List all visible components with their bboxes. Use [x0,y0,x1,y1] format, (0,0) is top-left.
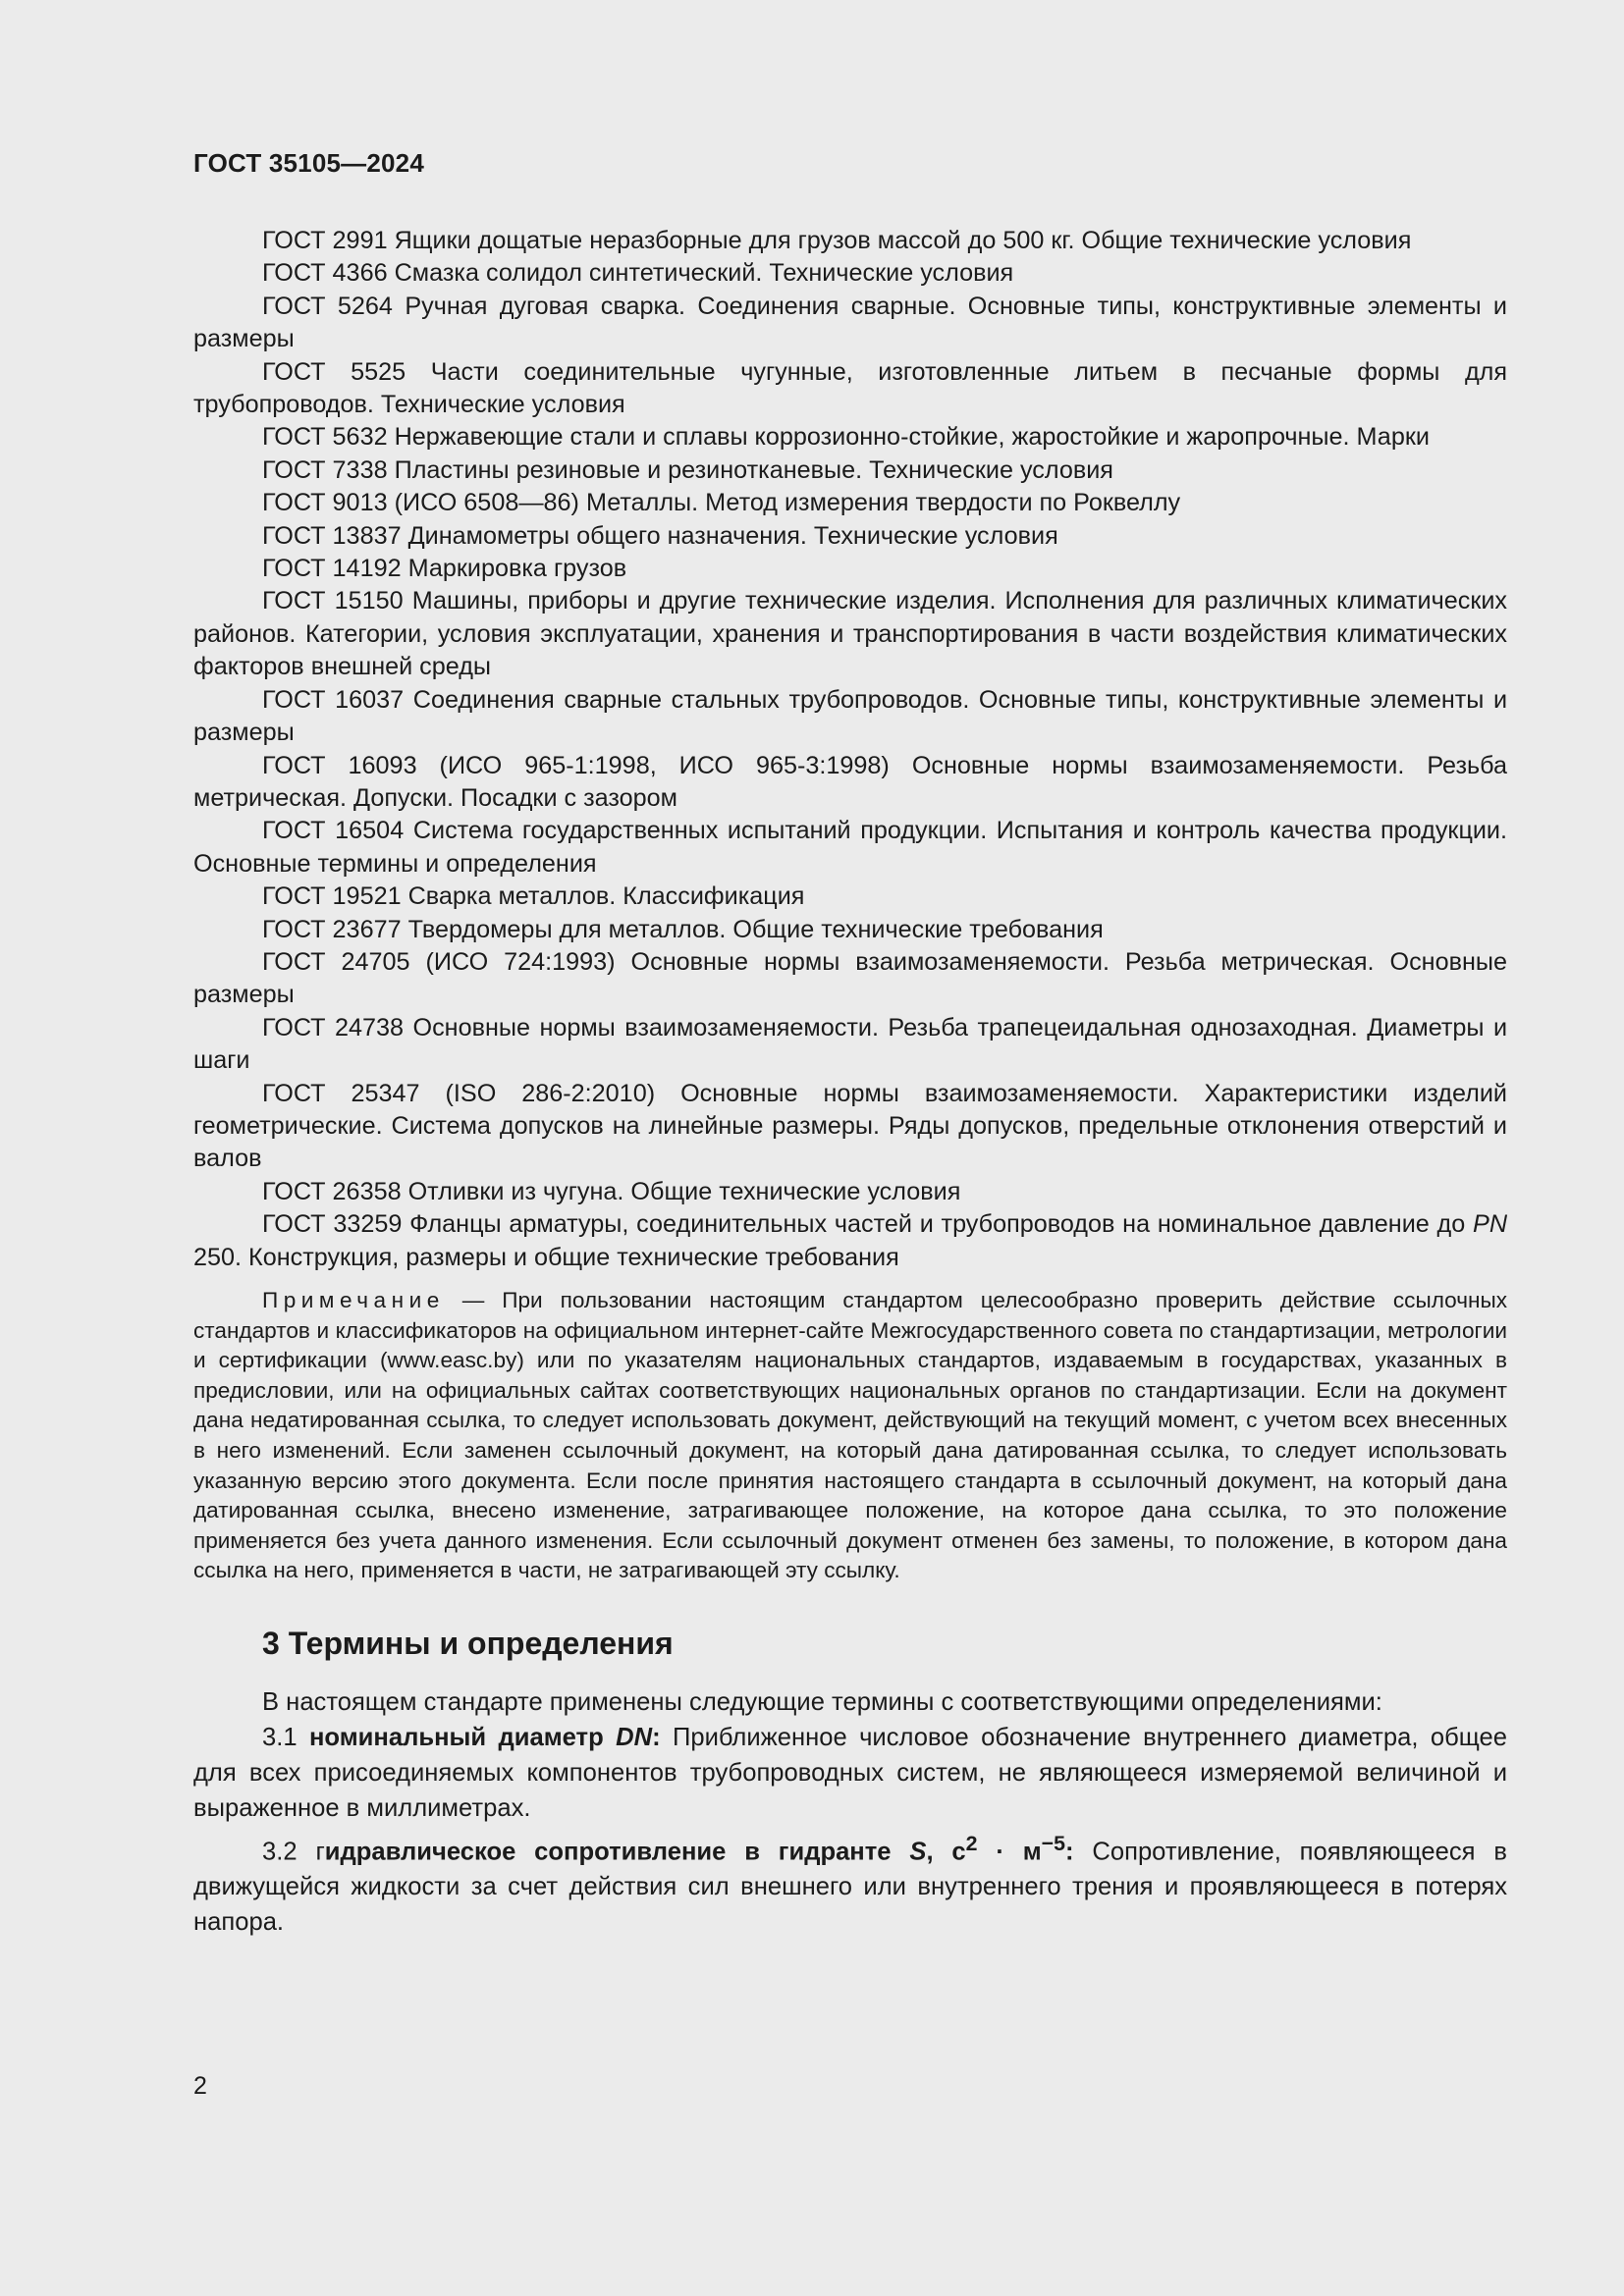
reference-title: Машины, приборы и другие технические изделия. Исполнения для различных климатических районов. Категории, условия эксплуатации, хранения и транспортирования в части воздействия климатических факторов внешней среды [193,587,1508,681]
reference-title: Смазка солидол синтетический. Технические условия [394,259,1014,288]
reference-item [193,1176,1507,1208]
reference-code: ГОСТ 16504 [262,817,405,845]
term-definition-text: Сопротивление, появляющееся в движущейся жидкости за счет действия сил внешнего или внутреннего трения и проявляющееся в потерях напора. [193,1838,1507,1937]
reference-item [193,421,1507,454]
reference-code: ГОСТ 4366 [262,259,388,288]
reference-title: Маркировка грузов [407,555,627,583]
reference-code: ГОСТ 7338 [262,455,388,484]
term-unit-c: с [951,1838,966,1866]
term-unit-m: · м [977,1838,1042,1866]
reference-item [193,585,1507,683]
reference-code: ГОСТ 5525 [262,357,406,386]
term-name: номинальный диаметр [308,1723,604,1751]
reference-title: Пластины резиновые и резинотканевые. Технические условия [394,455,1113,484]
reference-code: ГОСТ 14192 [262,555,402,583]
reference-code: ГОСТ 19521 [262,882,402,911]
terms-intro: В настоящем стандарте применены следующие термины с соответствующими определениями: [262,1687,1382,1716]
note-text: — При пользовании настоящим стандартом целесообразно проверить действие ссылочных стандартов и классификаторов на официальном интернет-сайте Межгосударственного совета по стандартизации, метрологии и сертификации (www.easc.by) или по указателям национальных стандартов, издаваемым в государствах, указанных в предисловии, или на официальных сайтах соответствующих национальных органов по стандартизации. Если на документ дана недатированная ссылка, то следует использовать документ, действующий на текущий момент, с учетом всех внесенных в него изменений. Если заменен ссылочный документ, на который дана датированная ссылка, то следует использовать указанную версию этого документа. Если после принятия настоящего стандарта в ссылочный документ, на который дана датированная ссылка, внесено изменение, затрагивающее положение, на которое дана ссылка, то это положение применяется без учета данного изменения. Если ссылочный документ отменен без замены, то положение, в котором дана ссылка на него, применяется в части, не затрагивающей эту ссылку. [193,1288,1507,1583]
reference-code: ГОСТ 5264 [262,292,393,320]
term-definition [193,1720,1507,1826]
term-unit-exp1: 2 [965,1831,978,1855]
reference-code: ГОСТ 26358 [262,1177,402,1205]
reference-title: Система государственных испытаний продукции. Испытания и контроль качества продукции. Основные термины и определения [193,817,1508,878]
reference-code: ГОСТ 25347 (ISO 286-2:2010) [262,1079,656,1107]
reference-code: ГОСТ 13837 [262,521,402,550]
reference-code: ГОСТ 24705 (ИСО 724:1993) [262,947,616,976]
reference-code: ГОСТ 2991 [262,227,388,254]
term-name: идравлическое сопротивление в гидранте [324,1838,892,1866]
reference-code: ГОСТ 33259 [262,1210,403,1239]
reference-title: Основные нормы взаимозаменяемости. Резьба метрическая. Допуски. Посадки с зазором [193,751,1507,812]
note-label: Примечание [262,1288,445,1312]
page-number: 2 [193,2072,207,2100]
reference-item [193,815,1507,881]
reference-title: Фланцы арматуры, соединительных частей и трубопроводов на номинальное давление до [409,1210,1474,1239]
normative-references-list [193,225,1507,1274]
reference-title: Ящики дощатые неразборные для грузов массой до 500 кг. Общие технические условия [394,227,1412,254]
reference-title: Ручная дуговая сварка. Соединения сварные. Основные типы, конструктивные элементы и размеры [193,292,1507,353]
reference-code: ГОСТ 9013 (ИСО 6508—86) [262,489,579,517]
reference-item [193,1208,1507,1274]
reference-title: Отливки из чугуна. Общие технические условия [407,1177,961,1205]
reference-title: Основные нормы взаимозаменяемости. Резьба трапецеидальная однозаходная. Диаметры и шаги [193,1013,1508,1075]
term-symbol: S [909,1838,927,1866]
reference-item [193,946,1507,1012]
reference-title: Соединения сварные стальных трубопроводов. Основные типы, конструктивные элементы и размеры [193,685,1508,747]
reference-item [193,750,1507,816]
reference-item [193,487,1507,519]
reference-code: ГОСТ 24738 [262,1013,405,1041]
reference-item [193,553,1507,585]
reference-item [193,225,1507,257]
term-definition: 3.2 гидравлическое сопротивление в гидранте S, $с^2 \cdot м^{-5}$: Сопротивление, появляющееся в движущейся жидкости за счет действия сил внешнего или внутреннего трения и проявляющееся в потерях напора. [193,1831,1507,1937]
reference-code: ГОСТ 16093 (ИСО 965-1:1998, ИСО 965-3:1998) [262,751,890,779]
term-number: 3.1 [262,1723,298,1751]
document-body [193,225,1507,1940]
reference-item [193,520,1507,553]
term-number: 3.2 [262,1838,298,1866]
term-first-letter: г [315,1838,325,1866]
reference-item [193,257,1507,290]
reference-item [193,1078,1507,1176]
reference-item [193,881,1507,913]
reference-title: Сварка металлов. Классификация [407,882,805,911]
reference-title: Основные нормы взаимозаменяемости. Резьба метрическая. Основные размеры [193,947,1508,1009]
reference-code: ГОСТ 16037 [262,685,405,714]
term-unit-exp2: −5 [1041,1831,1065,1855]
reference-note [193,1286,1507,1586]
reference-item [193,684,1507,750]
reference-code: ГОСТ 23677 [262,915,402,943]
reference-title-end: 250. Конструкция, размеры и общие технические требования [193,1243,899,1271]
reference-title: Динамометры общего назначения. Технические условия [407,521,1058,550]
reference-title: Части соединительные чугунные, изготовленные литьем в песчаные формы для трубопроводов. Технические условия [193,357,1508,419]
reference-item [193,914,1507,946]
reference-title: Нержавеющие стали и сплавы коррозионно-стойкие, жаростойкие и жаропрочные. Марки [394,423,1430,452]
reference-code: ГОСТ 15150 [262,587,404,615]
term-colon: : [652,1723,661,1751]
reference-item [193,291,1507,356]
pn-symbol: PN [1473,1210,1508,1239]
term-definition-text: Приближенное числовое обозначение внутреннего диаметра, общее для всех присоединяемых компонентов трубопроводных систем, не являющееся измеряемой величиной и выраженное в миллиметрах. [193,1723,1507,1822]
section-heading: 3 Термины и определения [262,1625,674,1661]
terms-section [193,1684,1507,1941]
reference-item [193,1012,1507,1078]
document-header: ГОСТ 35105—2024 [193,148,424,178]
reference-code: ГОСТ 5632 [262,423,388,452]
reference-item [193,454,1507,487]
term-symbol: DN [616,1723,653,1751]
reference-item [193,356,1507,422]
term-colon: : [1065,1838,1074,1866]
reference-title: Твердомеры для металлов. Общие технические требования [407,915,1104,943]
reference-title: Основные нормы взаимозаменяемости. Характеристики изделий геометрические. Система допусков на линейные размеры. Ряды допусков, предельные отклонения отверстий и валов [193,1079,1507,1173]
reference-title: Металлы. Метод измерения твердости по Роквеллу [585,489,1181,517]
